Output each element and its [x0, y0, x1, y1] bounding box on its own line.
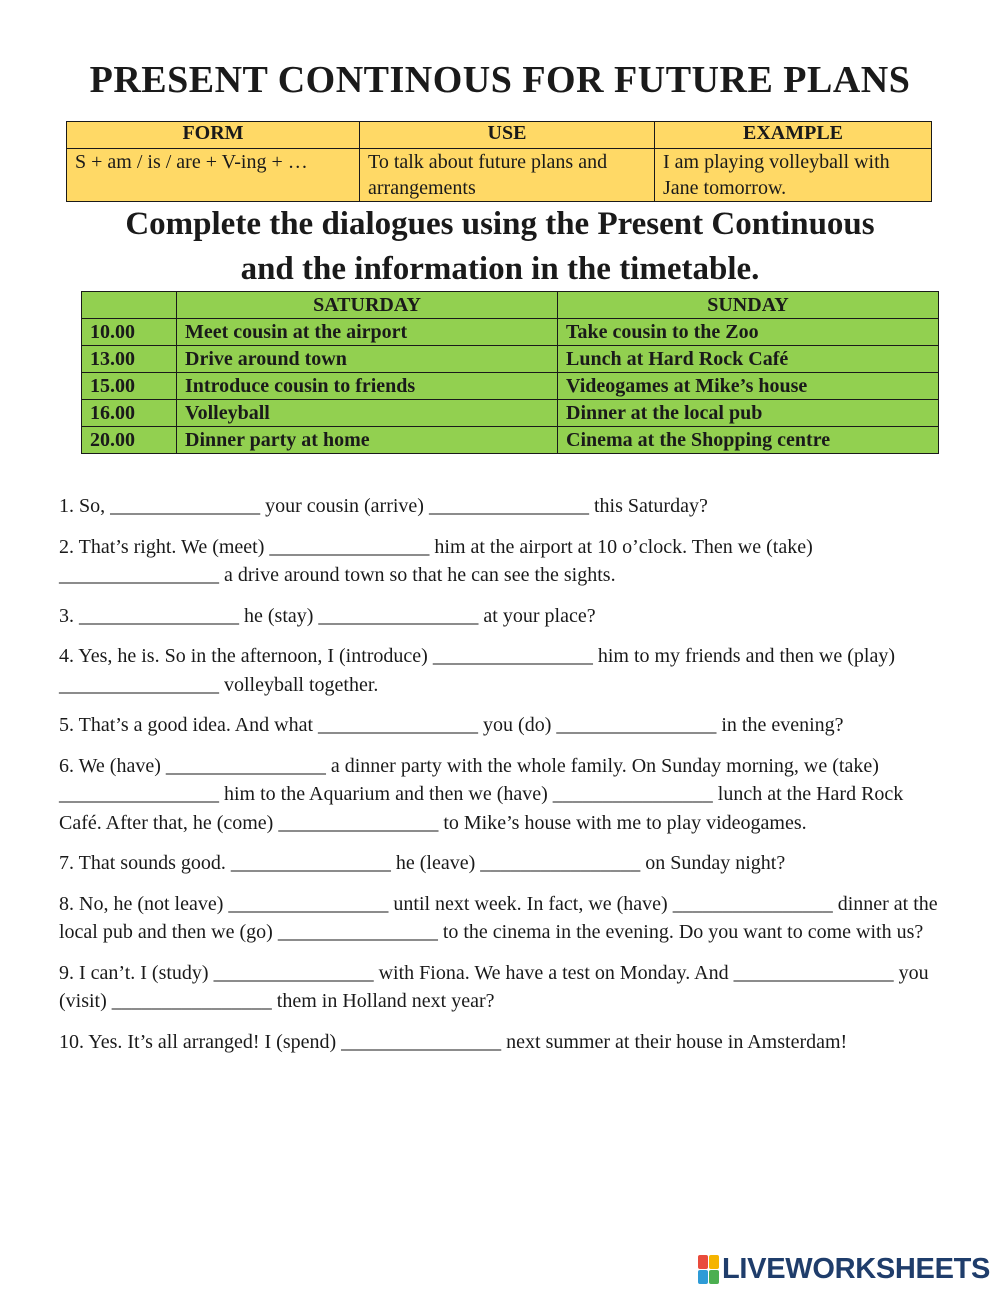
question-6: 6. We (have) ________________ a dinner party with the whole family. On Sunday morning, we (take) ________________ him to the Aquarium and then we (have) ________________ lunch at the Hard Rock Café. After that, he (come) ________________ to Mike’s house with me to play videogames. [59, 754, 904, 834]
grammar-form-table [66, 121, 932, 202]
form-cell: S + am / is / are + V-ing + … [67, 149, 360, 202]
liveworksheets-logo-icon [698, 1255, 719, 1284]
form-header: FORM [67, 122, 360, 149]
time-header [82, 292, 177, 319]
question-4: 4. Yes, he is. So in the afternoon, I (introduce) ________________ him to my friends and then we (play) ________________ volleyball together. [59, 645, 895, 696]
page-title: PRESENT CONTINOUS FOR FUTURE PLANS [89, 59, 911, 101]
question-list [59, 492, 939, 1068]
use-header: USE [360, 122, 655, 149]
sunday-cell: Lunch at Hard Rock Café [558, 346, 939, 373]
use-cell: To talk about future plans and arrangements [360, 149, 655, 202]
form-table-row [67, 149, 932, 202]
logo-square-3 [698, 1270, 708, 1284]
timetable-row [82, 319, 939, 346]
sunday-header: SUNDAY [558, 292, 939, 319]
instructions-line-2: and the information in the timetable. [240, 251, 760, 287]
timetable-header-row [82, 292, 939, 319]
saturday-header: SATURDAY [177, 292, 558, 319]
logo-square-2 [709, 1255, 719, 1269]
instructions [0, 202, 1000, 292]
question-8: 8. No, he (not leave) ________________ until next week. In fact, we (have) ________________ dinner at the local pub and then we (go) ________________ to the cinema in the evening. Do you want to come with us? [59, 892, 938, 943]
question-7: 7. That sounds good. ________________ he (leave) ________________ on Sunday night? [59, 852, 786, 874]
timetable-row [82, 400, 939, 427]
saturday-cell: Volleyball [177, 400, 558, 427]
question-1: 1. So, _______________ your cousin (arrive) ________________ this Saturday? [59, 495, 708, 517]
sunday-cell: Dinner at the local pub [558, 400, 939, 427]
liveworksheets-logo [698, 1253, 990, 1285]
example-header: EXAMPLE [655, 122, 932, 149]
time-cell: 10.00 [82, 319, 177, 346]
saturday-cell: Introduce cousin to friends [177, 373, 558, 400]
time-cell: 13.00 [82, 346, 177, 373]
saturday-cell: Dinner party at home [177, 427, 558, 454]
question-10: 10. Yes. It’s all arranged! I (spend) ________________ next summer at their house in Amsterdam! [59, 1030, 848, 1053]
instructions-line-1: Complete the dialogues using the Present Continuous [125, 206, 875, 242]
question-9: 9. I can’t. I (study) ________________ with Fiona. We have a test on Monday. And ________________ you (visit) ________________ them in Holland next year? [59, 961, 929, 1012]
sunday-cell: Videogames at Mike’s house [558, 373, 939, 400]
question-2: 2. That’s right. We (meet) ________________ him at the airport at 10 o’clock. Then we (take) ________________ a drive around town so that he can see the sights. [59, 535, 813, 586]
sunday-cell: Take cousin to the Zoo [558, 319, 939, 346]
timetable-row [82, 373, 939, 400]
form-table-header-row [67, 122, 932, 149]
time-cell: 16.00 [82, 400, 177, 427]
timetable [81, 291, 939, 454]
sunday-cell: Cinema at the Shopping centre [558, 427, 939, 454]
timetable-row [82, 427, 939, 454]
logo-square-4 [709, 1270, 719, 1284]
time-cell: 15.00 [82, 373, 177, 400]
saturday-cell: Drive around town [177, 346, 558, 373]
question-5: 5. That’s a good idea. And what ________________ you (do) ________________ in the evening? [59, 714, 844, 736]
logo-square-1 [698, 1255, 708, 1269]
saturday-cell: Meet cousin at the airport [177, 319, 558, 346]
question-3: 3. ________________ he (stay) ________________ at your place? [59, 604, 596, 627]
timetable-row [82, 346, 939, 373]
time-cell: 20.00 [82, 427, 177, 454]
logo-text: LIVEWORKSHEETS [722, 1252, 991, 1285]
example-cell: I am playing volleyball with Jane tomorrow. [655, 149, 932, 202]
